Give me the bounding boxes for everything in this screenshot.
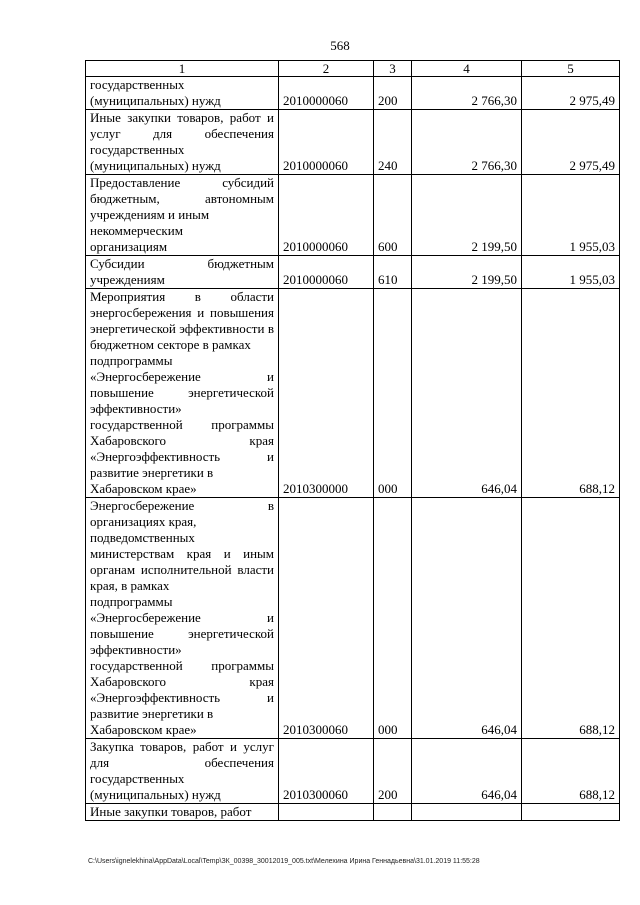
header-col-1: 1 [86,61,279,77]
page-number: 568 [330,38,350,53]
row-target-code [279,804,374,821]
row-amount-year2: 2 975,49 [522,77,620,110]
row-amount-year1: 2 199,50 [412,256,522,289]
row-target-code: 2010300000 [279,289,374,498]
row-name: Субсидии бюджетным учреждениям [90,256,274,287]
row-expense-type: 000 [374,498,412,739]
row-expense-type: 200 [374,77,412,110]
row-name: Иные закупки товаров, работ [90,804,252,819]
row-expense-type: 610 [374,256,412,289]
row-amount-year2 [522,804,620,821]
row-amount-year1 [412,804,522,821]
row-expense-type: 600 [374,175,412,256]
row-name: Энергосбережение в организациях края, подведомственных министерствам края и иным органам исполнительной власти края, в рамках подпрограммы «Энергосбережение и повышение энергетической эффективности» государственной программы Хабаровского края «Энергоэффективность и развитие энергетики в Хабаровском крае» [90,498,274,737]
row-amount-year2: 1 955,03 [522,256,620,289]
table-row [86,175,620,256]
table-row [86,498,620,739]
table-row [86,256,620,289]
footer-file-path: C:\Users\ignelekhina\AppData\Local\Temp\ЗК_00398_30012019_005.txt\Мелехина Ирина Геннадьевна\31.01.2019 11:55:28 [88,858,480,865]
row-amount-year1: 646,04 [412,498,522,739]
row-expense-type: 000 [374,289,412,498]
row-expense-type: 200 [374,739,412,804]
row-target-code: 2010000060 [279,256,374,289]
row-expense-type [374,804,412,821]
row-amount-year2: 688,12 [522,498,620,739]
row-expense-type: 240 [374,110,412,175]
row-name: Иные закупки товаров, работ и услуг для обеспечения государственных (муниципальных) нужд [90,110,274,173]
table-header-row [86,61,620,77]
row-target-code: 2010000060 [279,175,374,256]
row-amount-year1: 2 199,50 [412,175,522,256]
row-name: Закупка товаров, работ и услуг для обеспечения государственных (муниципальных) нужд [90,739,274,802]
row-name: государственных (муниципальных) нужд [90,77,221,108]
budget-table [85,60,620,821]
table-row [86,289,620,498]
row-amount-year2: 688,12 [522,739,620,804]
table-row [86,110,620,175]
row-amount-year1: 646,04 [412,739,522,804]
header-col-3: 3 [374,61,412,77]
row-target-code: 2010300060 [279,739,374,804]
row-target-code: 2010000060 [279,77,374,110]
row-amount-year2: 688,12 [522,289,620,498]
row-amount-year2: 2 975,49 [522,110,620,175]
row-target-code: 2010000060 [279,110,374,175]
row-name: Предоставление субсидий бюджетным, автономным учреждениям и иным некоммерческим организациям [90,175,274,254]
header-col-2: 2 [279,61,374,77]
row-target-code: 2010300060 [279,498,374,739]
row-amount-year2: 1 955,03 [522,175,620,256]
header-col-5: 5 [522,61,620,77]
header-col-4: 4 [412,61,522,77]
row-amount-year1: 646,04 [412,289,522,498]
row-name: Мероприятия в области энергосбережения и повышения энергетической эффективности в бюджетном секторе в рамках подпрограммы «Энергосбережение и повышение энергетической эффективности» государственной программы Хабаровского края «Энергоэффективность и развитие энергетики в Хабаровском крае» [90,289,274,496]
table-row [86,77,620,110]
row-amount-year1: 2 766,30 [412,77,522,110]
table-row [86,804,620,821]
table-row [86,739,620,804]
row-amount-year1: 2 766,30 [412,110,522,175]
